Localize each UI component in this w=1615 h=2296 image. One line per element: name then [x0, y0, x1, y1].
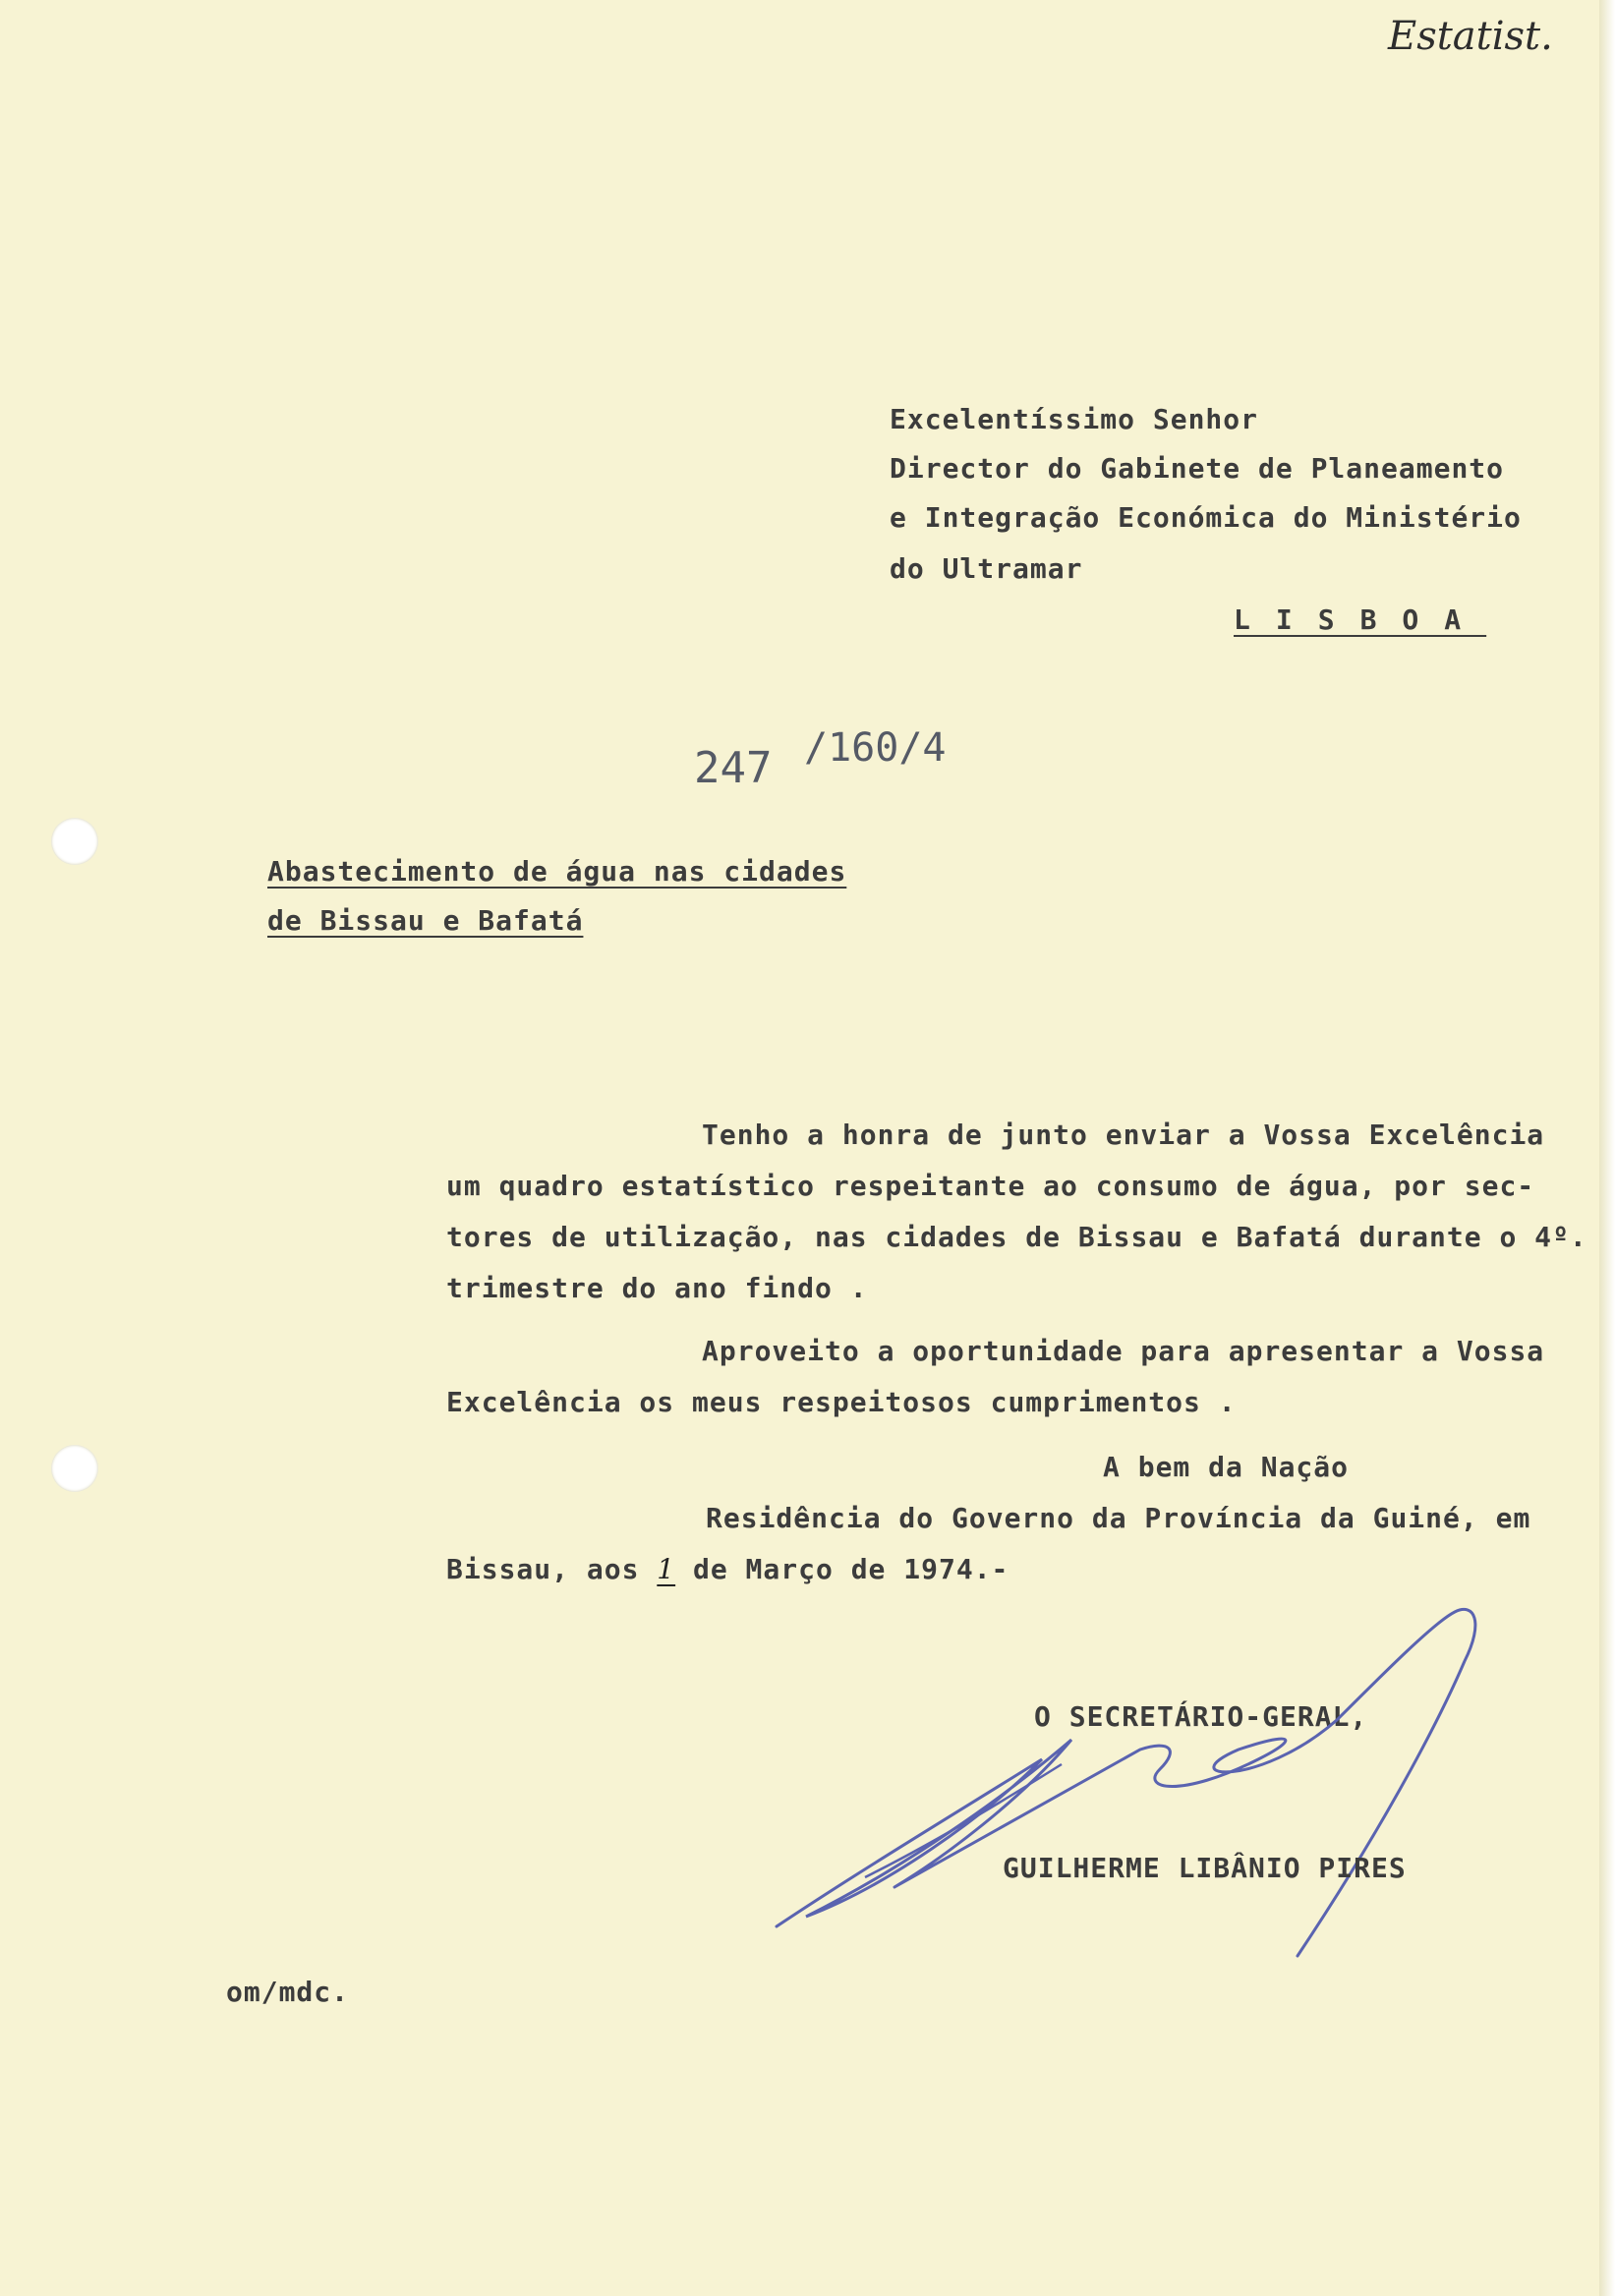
- body-p1-line-3: tores de utilização, nas cidades de Bissau e Bafatá durante o 4º.: [446, 1221, 1587, 1253]
- place-city: Bissau, aos: [446, 1553, 640, 1585]
- body-p1-line-4: trimestre do ano findo .: [446, 1272, 868, 1304]
- punch-hole-bottom: [51, 1445, 98, 1492]
- typist-initials: om/mdc.: [226, 1976, 350, 2008]
- page-edge: [1599, 0, 1615, 2296]
- signatory-title: O SECRETÁRIO-GERAL,: [1034, 1700, 1368, 1733]
- addressee-line-2: Director do Gabinete de Planeamento: [890, 452, 1505, 485]
- addressee-line-4: do Ultramar: [890, 552, 1083, 585]
- corner-handwritten-note: Estatist.: [1388, 14, 1553, 59]
- subject-line-2: de Bissau e Bafatá: [267, 904, 584, 937]
- body-p1-line-1: Tenho a honra de junto enviar a Vossa Excelência: [702, 1119, 1545, 1151]
- date-day: 1: [657, 1553, 676, 1585]
- punch-hole-top: [51, 818, 98, 865]
- signatory-name: GUILHERME LIBÂNIO PIRES: [1003, 1852, 1407, 1884]
- closing-formula: A bem da Nação: [1103, 1451, 1350, 1483]
- reference-number: 247: [694, 743, 773, 793]
- addressee-city: LISBOA: [1234, 603, 1487, 636]
- body-p2-line-2: Excelência os meus respeitosos cumprimentos .: [446, 1386, 1237, 1418]
- subject-line-1: Abastecimento de água nas cidades: [267, 855, 847, 888]
- body-p2-line-1: Aproveito a oportunidade para apresentar a Vossa: [702, 1335, 1545, 1367]
- reference-code: /160/4: [804, 725, 947, 771]
- place-line-1: Residência do Governo da Província da Guiné, em: [706, 1502, 1531, 1534]
- addressee-line-3: e Integração Económica do Ministério: [890, 501, 1522, 534]
- body-p1-line-2: um quadro estatístico respeitante ao consumo de água, por sec-: [446, 1170, 1535, 1202]
- date-rest: de Março de 1974.-: [692, 1553, 1009, 1585]
- handwritten-signature: [747, 1592, 1494, 1966]
- place-date-line: [446, 1553, 1009, 1585]
- addressee-line-1: Excelentíssimo Senhor: [890, 403, 1259, 435]
